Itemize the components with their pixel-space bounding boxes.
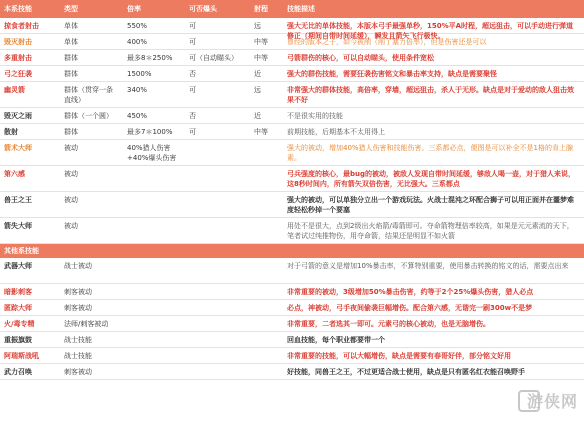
table-row [0, 108, 584, 124]
skill-desc-cell: 非常强大的群体技能，高倍率，穿墙，超远狙击，杀人于无形。缺点是对于爱动的敌人狙击效果不好 [287, 86, 574, 104]
skill-range-cell [250, 218, 283, 243]
skill-rate-cell [123, 218, 185, 243]
skill-name-cell: 多重射击 [4, 54, 32, 62]
skill-headshot-cell [185, 166, 250, 191]
skill-desc-cell: 前期技能，后期基本不太用得上 [287, 128, 385, 136]
skill-headshot-cell [185, 300, 250, 315]
skill-name-cell: 毁灭之雨 [4, 112, 32, 120]
skill-range-cell [250, 166, 283, 191]
skill-rate-cell: 40%猎人伤害+40%爆头伤害 [127, 144, 177, 162]
skill-type-cell: 被动 [64, 222, 78, 230]
skill-range-cell: 近 [254, 112, 261, 120]
skill-rate-cell [123, 332, 185, 347]
skill-desc-cell: 非常重要的被动，3级增加50%暴击伤害，约等于2个25%爆头伤害，猎人必点 [287, 288, 534, 296]
skill-desc-cell: 强大的群伤技能，需要狂袭伤害铭文和暴击率支持，缺点是需要聚怪 [287, 70, 497, 78]
skill-headshot-cell: 可 [189, 86, 196, 94]
skill-rate-cell [123, 300, 185, 315]
header-skill: 本系技能 [4, 5, 32, 13]
skill-headshot-cell [185, 258, 250, 283]
skill-range-cell: 近 [254, 70, 261, 78]
skill-type-cell: 群体（一个圆） [64, 112, 113, 120]
section-own-skills [0, 18, 584, 244]
skill-rate-cell [123, 284, 185, 299]
skill-headshot-cell [185, 218, 250, 243]
skill-range-cell [250, 140, 283, 165]
skill-headshot-cell [185, 316, 250, 331]
skill-rate-cell [123, 348, 185, 363]
skill-type-cell: 单体 [64, 38, 78, 46]
skill-rate-cell [123, 316, 185, 331]
skill-name-cell: 掠食者射击 [4, 22, 39, 30]
skill-headshot-cell [185, 192, 250, 217]
skill-desc-cell: 曾经的版本之子，如今被削（削了塞力倍率），但是伤害还是可以 [287, 38, 487, 46]
skill-rate-cell: 400% [127, 38, 148, 46]
skill-desc-cell: 非常重要的技能，可以大幅增伤，缺点是需要有春哥好伴，部分铭文好用 [287, 352, 511, 360]
skill-desc-cell: 好技能，同兽王之王，不过更适合战士使用，缺点是只有匿名红衣能召唤野手 [287, 368, 525, 376]
skill-desc-cell: 强大无比的单体技能，本版本弓手最强单秒，150%平A时程，超远狙击，可以手动进行弹道修正（期间自带时间延缓），瞬发且箭矢飞行极快。 [287, 22, 574, 40]
skill-headshot-cell [185, 332, 250, 347]
skill-range-cell [250, 192, 283, 217]
skill-range-cell [250, 348, 283, 363]
skill-name-cell: 散射 [4, 128, 18, 136]
skill-range-cell: 远 [254, 22, 261, 30]
table-header [0, 0, 584, 18]
skill-headshot-cell [185, 284, 250, 299]
skill-range-cell [250, 332, 283, 347]
watermark-text: 游侠网 [526, 392, 578, 411]
skill-range-cell [250, 300, 283, 315]
skill-desc-cell: 弓兵强度的核心，最bug的被动，被敌人发现自带时间延缓，够敌人喝一壶，对于猎人来说，这8秒时间内，所有箭矢双倍伤害，无比强大。三系都点 [287, 170, 576, 188]
table-row [0, 140, 584, 166]
skill-rate-cell: 1500% [127, 70, 152, 78]
skill-headshot-cell: 可 [189, 22, 196, 30]
skill-type-cell: 群体 [64, 70, 78, 78]
skill-rate-cell: 550% [127, 22, 148, 30]
skill-headshot-cell: 否 [189, 70, 196, 78]
skill-name-cell: 暗影刺客 [4, 288, 32, 296]
skill-type-cell: 被动 [64, 144, 78, 152]
header-rate: 倍率 [127, 5, 141, 13]
skill-rate-cell: 最多7＊100% [127, 128, 173, 136]
table-row [0, 66, 584, 82]
skill-desc-cell: 弓箭群伤的核心，可以自动瞄头，使用条件宽松 [287, 54, 434, 62]
header-headshot: 可否爆头 [189, 5, 217, 13]
skill-name-cell: 第六感 [4, 170, 25, 178]
skill-desc-cell: 强大的被动，可以单独分立出一个游戏玩法。火战士混沌之环配合狮子可以用正面并在噩梦难度轻松秒掉一个要塞 [287, 196, 574, 214]
skill-desc-cell: 用处不是很大，点到2级出火焰箭/毒箭即可。夺命箭物理倍率较高，如果是元元素流的天下，笔者试过纯推物伤，用夺命箭，结果还是明显不如火箭 [287, 222, 574, 240]
table-row [0, 284, 584, 300]
table-row [0, 258, 584, 284]
skill-rate-cell: 340% [127, 86, 148, 94]
skill-rate-cell: 最多8＊250% [127, 54, 173, 62]
skill-range-cell: 远 [254, 86, 261, 94]
skill-type-cell: 刺客被动 [64, 368, 92, 376]
skill-headshot-cell [185, 348, 250, 363]
table-row [0, 18, 584, 40]
skill-rate-cell [123, 166, 185, 191]
skill-name-cell: 武器大师 [4, 262, 32, 270]
table-row [0, 166, 584, 192]
table-row [0, 50, 584, 66]
skill-headshot-cell [185, 140, 250, 165]
skill-name-cell: 重振旗鼓 [4, 336, 32, 344]
table-row [0, 316, 584, 332]
skill-type-cell: 群体 [64, 54, 78, 62]
table-row [0, 332, 584, 348]
skill-desc-cell: 必点，神被动，弓手夜间偷袭巨幅增伤。配合第六感，无谐完一刷300w不是梦 [287, 304, 533, 312]
skill-desc-cell: 非常重要，二者选其一即可。元素弓的核心被动，也是无脑增伤。 [287, 320, 490, 328]
skill-type-cell: 单体 [64, 22, 78, 30]
skill-range-cell [250, 364, 283, 379]
skill-name-cell: 箭失大师 [4, 222, 32, 230]
skill-type-cell: 战士技能 [64, 336, 92, 344]
table-row [0, 124, 584, 140]
skill-type-cell: 战士被动 [64, 262, 92, 270]
skill-desc-cell: 回血技能，每个职业都要带一个 [287, 336, 385, 344]
skill-type-cell: 刺客被动 [64, 304, 92, 312]
skill-desc-cell: 不是很实用的技能 [287, 112, 343, 120]
skill-headshot-cell: 可 [189, 38, 196, 46]
skill-type-cell: 法师/刺客被动 [64, 320, 109, 328]
skill-name-cell: 匿踪大师 [4, 304, 32, 312]
skill-type-cell: 刺客被动 [64, 288, 92, 296]
skill-name-cell: 兽王之王 [4, 196, 32, 204]
section-other-skills [0, 258, 584, 380]
header-type: 类型 [64, 5, 78, 13]
skill-name-cell: 阿瑞斯战吼 [4, 352, 39, 360]
skill-type-cell: 战士技能 [64, 352, 92, 360]
skill-rate-cell [123, 364, 185, 379]
skill-range-cell: 中等 [254, 128, 268, 136]
table-row [0, 192, 584, 218]
skill-range-cell [250, 316, 283, 331]
section-other-skills-header: 其他系技能 [0, 244, 584, 258]
skill-name-cell: 毁灭射击 [4, 38, 32, 46]
table-row [0, 364, 584, 380]
skill-name-cell: 幽灵箭 [4, 86, 25, 94]
table-row [0, 34, 584, 50]
header-desc: 技能描述 [287, 5, 315, 13]
skill-range-cell [250, 258, 283, 283]
skill-range-cell [250, 284, 283, 299]
skill-range-cell: 中等 [254, 54, 268, 62]
table-row [0, 348, 584, 364]
skill-type-cell: 群体（贯穿一条直线） [64, 86, 113, 104]
skill-range-cell: 中等 [254, 38, 268, 46]
skill-desc-cell: 对于弓箭的意义是增加10%暴击率，不算特别重要，使用暴击转换的铭文的话，需要点出来 [287, 262, 569, 270]
skill-type-cell: 群体 [64, 128, 78, 136]
table-row [0, 82, 584, 108]
skill-desc-cell: 强大的被动，增加40%猎人伤害和技能伤害。三系都必点，便图是可以补全不是1格的肯上腺素。 [287, 144, 574, 162]
skill-rate-cell [123, 192, 185, 217]
skill-headshot-cell [185, 364, 250, 379]
skill-rate-cell: 450% [127, 112, 148, 120]
skill-type-cell: 被动 [64, 196, 78, 204]
skill-headshot-cell: 可 [189, 128, 196, 136]
skill-headshot-cell: 可（自动瞄头） [189, 54, 238, 62]
skill-rate-cell [123, 258, 185, 283]
skill-name-cell: 弓之狂袭 [4, 70, 32, 78]
skill-name-cell: 武力召唤 [4, 368, 32, 376]
table-row [0, 218, 584, 244]
skill-name-cell: 火/毒专精 [4, 320, 35, 328]
table-row [0, 300, 584, 316]
skill-name-cell: 箭术大师 [4, 144, 32, 152]
header-range: 射程 [254, 5, 268, 13]
skill-type-cell: 被动 [64, 170, 78, 178]
skill-headshot-cell: 否 [189, 112, 196, 120]
